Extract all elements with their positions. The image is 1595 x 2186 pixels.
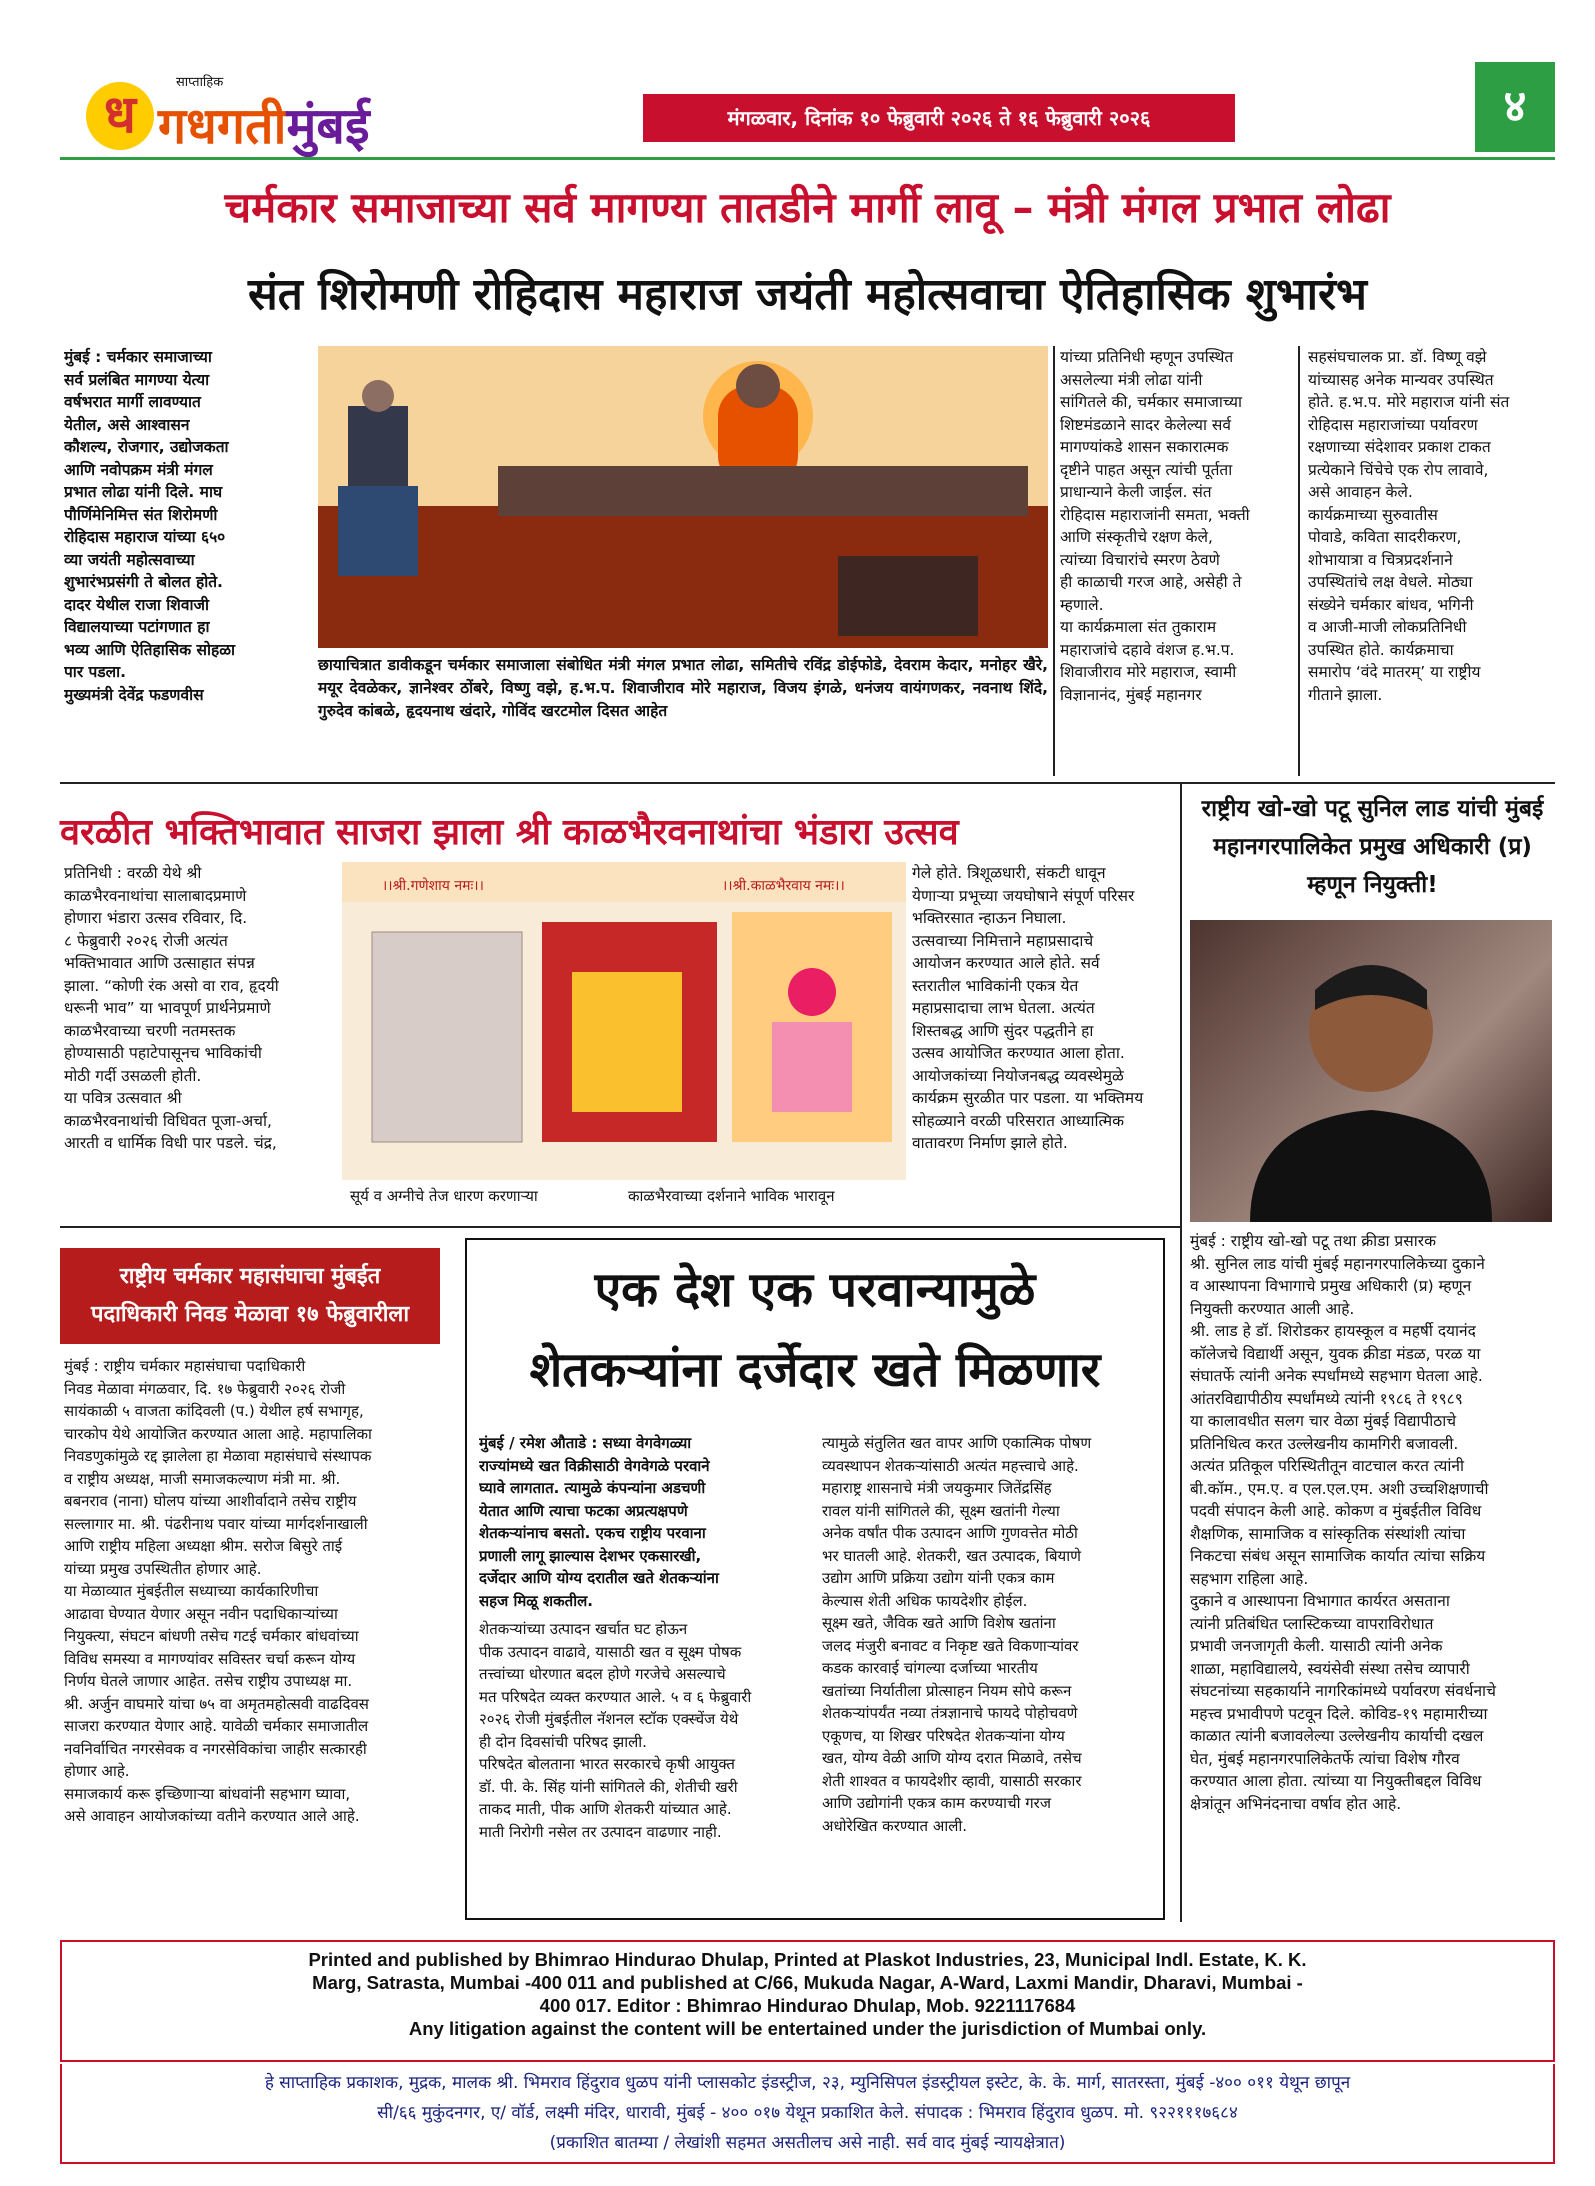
text-line: कौशल्य, रोजगार, उद्योजकता: [64, 438, 229, 456]
text-line: काळभैरवाच्या चरणी नतमस्तक: [64, 1021, 236, 1040]
imprint-line1: Printed and published by Bhimrao Hindurao Dhulap, Printed at Plaskot Industries, 23, Municipal Indl. Estate, K. K.: [308, 1949, 1307, 1970]
text-line: दर्जेदार आणि योग्य दरातील खते शेतकऱ्यांना: [479, 1569, 719, 1587]
text-line: ही काळाची गरज आहे, असेही ते: [1060, 573, 1242, 591]
text-line: संख्येने चर्मकार बांधव, भगिनी: [1308, 595, 1474, 614]
story2-col3: [912, 862, 1172, 1155]
text-line: आणि उद्योगांनी एकत्र काम करण्याची गरज: [822, 1794, 1051, 1812]
column-divider: [1298, 346, 1300, 776]
text-line: रोहिदास महाराज यांच्या ६५०: [64, 528, 226, 546]
portrait-photo: [1190, 920, 1552, 1222]
story2-caption-right: काळभैरवाच्या दर्शनाने भाविक भारावून: [628, 1187, 835, 1205]
imprint-line3: 400 017. Editor : Bhimrao Hindurao Dhulap, Mob. 9221117684: [539, 1995, 1076, 2016]
text-line: मुंबई : चर्मकार समाजाच्या: [64, 348, 212, 366]
text-line: अत्यंत प्रतिकूल परिस्थितीतून वाटचाल करत त्यांनी: [1190, 1457, 1464, 1475]
text-line: आणि राष्ट्रीय महिला अध्यक्षा श्रीम. सरोज बिसुरे ताई: [64, 1537, 343, 1555]
text-line: सांगितले की, चर्मकार समाजाच्या: [1060, 393, 1242, 411]
text-line: समाजकार्य करू इच्छिणाऱ्या बांधवांनी सहभाग घ्यावा,: [64, 1784, 351, 1803]
text-line: प्रतिनिधित्व करत उल्लेखनीय कामगिरी बजावली.: [1190, 1434, 1459, 1453]
text-line: रावल यांनी सांगितले की, सूक्ष्म खतांनी गेल्या: [822, 1501, 1060, 1520]
text-line: करण्यात आला होता. त्यांच्या या नियुक्तीबद्दल विविध: [1190, 1772, 1482, 1790]
text-line: परिषदेत बोलताना भारत सरकारचे कृषी आयुक्त: [479, 1755, 735, 1773]
text-line: रोहिदास महाराजांनी समता, भक्ती: [1060, 505, 1250, 524]
text-line: येतील, असे आश्वासन: [64, 415, 190, 434]
text-line: मत परिषदेत व्यक्त करण्यात आले. ५ व ६ फेब्रुवारी: [479, 1687, 752, 1706]
text-line: काळात त्यांनी बजावलेल्या उल्लेखनीय कार्याची दखल: [1190, 1727, 1484, 1745]
text-line: नियुक्त्या, संघटन बांधणी तसेच गटई चर्मकार बांधवांच्या: [64, 1627, 359, 1645]
text-line: दृष्टीने पाहत असून त्यांची पूर्तता: [1060, 460, 1233, 479]
text-line: वर्षभरात मार्गी लावण्यात: [64, 393, 201, 411]
story1-col1: [64, 346, 304, 706]
story1-col4: [1308, 346, 1555, 706]
text-line: समारोप ‘वंदे मातरम्’ या राष्ट्रीय: [1308, 663, 1481, 681]
text-line: महाराष्ट्र शासनाचे मंत्री जयकुमार जितेंद्रसिंह: [822, 1479, 1052, 1497]
text-line: मोठी गर्दी उसळली होती.: [64, 1066, 202, 1085]
text-line: होणारा भंडारा उत्सव रविवार, दि.: [64, 909, 248, 927]
text-line: पोवाडे, कविता सादरीकरण,: [1308, 528, 1462, 546]
text-line: भक्तिरसात न्हाऊन निघाला.: [912, 909, 1067, 927]
text-line: त्यामुळे संतुलित खत वापर आणि एकात्मिक पोषण: [822, 1434, 1092, 1452]
text-line: प्रभात लोढा यांनी दिले. माघ: [64, 483, 223, 501]
text-line: शिष्टमंडळाने सादर केलेल्या सर्व: [1060, 415, 1232, 434]
text-line: आंतरविद्यापीठीय स्पर्धांमध्ये त्यांनी १९८६ ते १९८९: [1190, 1389, 1463, 1408]
text-line: आयोजन करण्यात आले होते. सर्व: [912, 954, 1100, 972]
header-rule: [60, 157, 1555, 160]
imprint-marathi-line2: सी/६६ मुकुंदनगर, ए/ वॉर्ड, लक्ष्मी मंदिर, धारावी, मुंबई - ४०० ०१७ येथून प्रकाशित केले. संपादक : भिमराव हिंदुराव धुळप. मो. ९२२१११७६८४: [377, 2103, 1238, 2123]
text-line: नवनिर्वाचित नगरसेवक व नगरसेविकांचा जाहीर सत्कारही: [64, 1739, 367, 1758]
text-line: श्री. लाड हे डॉ. शिरोडकर हायस्कूल व महर्षी दयानंद: [1190, 1322, 1476, 1340]
text-line: कडक कारवाई चांगल्या दर्जाच्या भारतीय: [822, 1659, 1038, 1677]
text-line: राज्यांमध्ये खत विक्रीसाठी वेगवेगळे परवाने: [479, 1456, 710, 1475]
text-line: या कार्यक्रमाला संत तुकाराम: [1060, 618, 1217, 636]
text-line: मुंबई / रमेश औताडे : सध्या वेगवेगळ्या: [479, 1434, 692, 1452]
text-line: माती निरोगी नसेल तर उत्पादन वाढणार नाही.: [479, 1822, 722, 1841]
text-line: उद्योग आणि प्रक्रिया उद्योग यांनी एकत्र काम: [822, 1569, 1055, 1587]
text-line: शिवाजीराव मोरे महाराज, स्वामी: [1060, 663, 1237, 681]
text-line: घ्यावे लागतात. त्यामुळे कंपन्यांना अडचणी: [479, 1479, 706, 1497]
text-line: केल्यास शेती अधिक फायदेशीर होईल.: [822, 1591, 1028, 1610]
text-line: सहसंघचालक प्रा. डॉ. विष्णू वझे: [1308, 348, 1487, 366]
text-line: सहज मिळू शकतील.: [479, 1591, 593, 1610]
text-line: या पवित्र उत्सवात श्री: [64, 1089, 182, 1107]
text-line: पौर्णिमेनिमित्त संत शिरोमणी: [64, 505, 218, 524]
text-line: अधोरेखित करण्यात आली.: [822, 1816, 968, 1835]
masthead-logo: [86, 72, 546, 155]
text-line: या कालावधीत सलग चार वेळा मुंबई विद्यापीठाचे: [1190, 1412, 1457, 1430]
text-line: काळभैरवनाथांची विधिवत पूजा-अर्चा,: [64, 1111, 272, 1130]
text-line: तत्त्वांच्या धोरणात बदल होणे गरजेचे असल्याचे: [479, 1665, 726, 1683]
text-line: शिस्तबद्ध आणि सुंदर पद्धतीने हा: [912, 1021, 1094, 1040]
photo-banner-right: ।।श्री.काळभैरवाय नमः।।: [722, 878, 845, 894]
text-line: सायंकाळी ५ वाजता कांदिवली (प.) येथील हर्ष सभागृह,: [64, 1402, 364, 1420]
text-line: मुख्यमंत्री देवेंद्र फडणवीस: [64, 685, 204, 704]
text-line: कार्यक्रमाच्या सुरुवातीस: [1308, 505, 1438, 524]
text-line: व्यवस्थापन शेतकऱ्यांसाठी अत्यंत महत्त्वाचे आहे.: [822, 1456, 1079, 1475]
text-line: शुभारंभप्रसंगी ते बोलत होते.: [64, 573, 223, 591]
section-rule: [60, 782, 1555, 784]
text-line: शाळा, महाविद्यालये, स्वयंसेवी संस्था तसेच व्यापारी: [1190, 1659, 1470, 1678]
text-line: शेती शाश्वत व फायदेशीर व्हावी, यासाठी सरकार: [822, 1771, 1082, 1790]
text-line: दादर येथील राजा शिवाजी: [64, 595, 209, 614]
text-line: पीक उत्पादन वाढावे, यासाठी खत व सूक्ष्म पोषक: [479, 1642, 742, 1661]
text-line: दुकाने व आस्थापना विभागात कार्यरत असताना: [1190, 1592, 1450, 1610]
text-line: श्री. सुनिल लाड यांची मुंबई महानगरपालिकेच्या दुकाने: [1190, 1254, 1485, 1273]
text-line: प्रणाली लागू झाल्यास देशभर एकसारखी,: [479, 1546, 702, 1565]
newspaper-name-part1: गधगती: [158, 97, 287, 155]
text-line: यांच्या प्रतिनिधी म्हणून उपस्थित: [1060, 348, 1234, 366]
story1-headline: चर्मकार समाजाच्या सर्व मागण्या तातडीने मार्गी लावू – मंत्री मंगल प्रभात लोढा: [224, 183, 1391, 232]
text-line: नियुक्ती करण्यात आली आहे.: [1190, 1299, 1355, 1318]
text-line: विविध समस्या व मागण्यांवर सविस्तर चर्चा करून योग्य: [64, 1649, 356, 1668]
text-line: विद्यालयाच्या पटांगणात हा: [64, 618, 210, 636]
text-line: त्यांनी प्रतिबंधित प्लास्टिकच्या वापराविरोधात: [1190, 1614, 1434, 1633]
text-line: गीताने झाला.: [1308, 685, 1383, 704]
text-line: येतात आणि त्याचा फटका अप्रत्यक्षपणे: [479, 1501, 688, 1520]
text-line: चारकोप येथे आयोजित करण्यात आला आहे. महापालिका: [64, 1424, 372, 1443]
text-line: व आस्थापना विभागाचे प्रमुख अधिकारी (प्र) म्हणून: [1190, 1277, 1472, 1295]
text-line: या मेळाव्यात मुंबईतील सध्याच्या कार्यकारिणीचा: [64, 1582, 319, 1600]
text-line: संघातर्फे त्यांनी अनेक स्पर्धांमध्ये सहभाग घेतला आहे.: [1190, 1367, 1483, 1385]
story2-headline: वरळीत भक्तिभावात साजरा झाला श्री काळभैरवनाथांचा भंडारा उत्सव: [60, 812, 959, 853]
text-line: शेतकऱ्यांपर्यंत नव्या तंत्रज्ञानाचे फायदे पोहोचवणे: [822, 1704, 1078, 1722]
text-line: होणार आहे.: [64, 1762, 130, 1780]
text-line: उपस्थितांचे लक्ष वेधले. मोठ्या: [1308, 573, 1473, 591]
text-line: यांच्यासह अनेक मान्यवर उपस्थित: [1308, 370, 1494, 389]
text-line: उपस्थित होते. कार्यक्रमाचा: [1308, 640, 1454, 659]
text-line: निवडणुकांमुळे रद्द झालेला हा मेळावा महासंघाचे संस्थापक: [64, 1447, 372, 1465]
page-number: ४: [1475, 62, 1555, 152]
text-line: ताकद माती, पीक आणि शेतकरी यांच्यात आहे.: [479, 1800, 732, 1818]
imprint-marathi-line1: हे साप्ताहिक प्रकाशक, मुद्रक, मालक श्री. भिमराव हिंदुराव धुळप यांनी प्लासकोट इंडस्ट्रीज, २३, म्युनिसिपल इंडस्ट्रीयल इस्टेट, के. के. मार्ग, सातरस्ता, मुंबई -४०० ०११ येथून छापून: [264, 2073, 1351, 2093]
text-line: असे आवाहन आयोजकांच्या वतीने करण्यात आले आहे.: [64, 1807, 360, 1825]
story1-caption: छायाचित्रात डावीकडून चर्मकार समाजाला संबोधित मंत्री मंगल प्रभात लोढा, समितीचे रविंद्र डोईफोडे, देवराम केदार, मनोहर खैरे, मयूर देवळेकर, ज्ञानेश्वर ठोंबरे, विष्णु वझे, ह.भ.प. शिवाजीराव मोरे महाराज, विजय इंगळे, धनंजय वायंगणकर, नवनाथ शिंदे, गुरुदेव कांबळे, हृदयनाथ खंदारे, गोविंद खरटमोल दिसत आहेत: [318, 656, 1048, 720]
text-line: खत, योग्य वेळी आणि योग्य दरात मिळावे, तसेच: [822, 1749, 1082, 1767]
text-line: शैक्षणिक, सामाजिक व सांस्कृतिक संस्थांशी त्यांचा: [1190, 1524, 1466, 1543]
text-line: असे आवाहन केले.: [1308, 483, 1413, 501]
text-line: मुंबई : राष्ट्रीय चर्मकार महासंघाचा पदाधिकारी: [64, 1357, 306, 1375]
text-line: भक्तिभावात आणि उत्साहात संपन्न: [64, 954, 255, 972]
newspaper-name-part2: मुंबई: [286, 97, 370, 155]
story5-lead: [479, 1432, 809, 1612]
text-line: सूक्ष्म खते, जैविक खते आणि विशेष खतांना: [822, 1614, 1056, 1632]
text-line: कार्यक्रम सुरळीत पार पडला. या भक्तिमय: [912, 1089, 1144, 1107]
text-line: यांच्या प्रमुख उपस्थितीत होणार आहे.: [64, 1559, 262, 1578]
weekly-label: साप्ताहिक: [176, 75, 224, 90]
text-line: पार पडला.: [64, 663, 127, 681]
story5-col1: [479, 1618, 809, 1843]
text-line: झाला. “कोणी रंक असो वा राव, हृदयी: [64, 976, 279, 995]
story4-body: [64, 1355, 444, 1828]
story4-headline-line1: राष्ट्रीय चर्मकार महासंघाचा मुंबईत: [119, 1264, 381, 1289]
text-line: जलद मंजुरी बनावट व निकृष्ट खते विकणाऱ्यांवर: [822, 1636, 1079, 1655]
text-line: मागण्यांकडे शासन सकारात्मक: [1060, 438, 1229, 456]
text-line: प्रत्येकाने चिंचेचे एक रोप लावावे,: [1308, 460, 1489, 479]
text-line: शेतकऱ्यांच्या उत्पादन खर्चात घट होऊन: [479, 1620, 688, 1638]
text-line: व्या जयंती महोत्सवाच्या: [64, 550, 195, 569]
text-line: बबनराव (नाना) घोलप यांच्या आशीर्वादाने तसेच राष्ट्रीय: [64, 1492, 357, 1510]
date-bar: मंगळवार, दिनांक १० फेब्रुवारी २०२६ ते १६ फेब्रुवारी २०२६: [643, 94, 1235, 142]
text-line: सल्लागार मा. श्री. पंढरीनाथ पवार यांच्या मार्गदर्शनाखाली: [64, 1514, 368, 1533]
column-divider: [1053, 346, 1055, 776]
text-line: सोहळ्याने वरळी परिसरात आध्यात्मिक: [912, 1111, 1125, 1130]
text-line: पदवी संपादन केली आहे. कोकण व मुंबईतील विविध: [1190, 1502, 1482, 1520]
photo-banner-left: ।।श्री.गणेशाय नमः।।: [382, 878, 484, 894]
story1-col3: [1060, 346, 1292, 706]
text-line: रोहिदास महाराजांच्या पर्यावरण: [1308, 415, 1478, 434]
imprint-english: [60, 1940, 1555, 2062]
text-line: विज्ञानानंद, मुंबई महानगर: [1060, 685, 1202, 704]
text-line: महाप्रसादाचा लाभ घेतला. अत्यंत: [912, 999, 1095, 1017]
text-line: निकटचा संबंध असून सामाजिक कार्यात त्यांचा सक्रिय: [1190, 1547, 1486, 1565]
text-line: खतांच्या निर्यातीला प्रोत्साहन नियम सोपे करून: [822, 1681, 1072, 1700]
text-line: शोभायात्रा व चित्रप्रदर्शनाने: [1308, 550, 1453, 569]
text-line: आणि नवोपक्रम मंत्री मंगल: [64, 460, 213, 479]
text-line: महाराजांचे दहावे वंशज ह.भ.प.: [1060, 640, 1235, 659]
text-line: उत्सव आयोजित करण्यात आला होता.: [912, 1044, 1125, 1062]
text-line: एकूणच, या शिखर परिषदेत शेतकऱ्यांना योग्य: [822, 1726, 1065, 1745]
story2-photo: [342, 862, 906, 1180]
text-line: शेतकऱ्यांनाच बसतो. एकच राष्ट्रीय परवाना: [479, 1524, 706, 1542]
text-line: साजरा करण्यात येणार आहे. यावेळी चर्मकार समाजातील: [64, 1717, 369, 1735]
text-line: होण्यासाठी पहाटेपासूनच भाविकांची: [64, 1044, 262, 1062]
story2-col1: [64, 862, 336, 1155]
text-line: आरती व धार्मिक विधी पार पडले. चंद्र,: [64, 1134, 277, 1152]
logo-glyph: ध: [86, 82, 154, 150]
story2-caption-left: सूर्य व अग्नीचे तेज धारण करणाऱ्या: [350, 1187, 538, 1205]
imprint-line2: Marg, Satrasta, Mumbai -400 011 and published at C/66, Mukuda Nagar, A-Ward, Laxmi Mandir, Dharavi, Mumbai -: [312, 1972, 1303, 1993]
story5-headline-line1: एक देश एक परवान्यामुळे: [594, 1262, 1036, 1318]
section-rule: [60, 1226, 1180, 1228]
text-line: त्यांच्या विचारांचे स्मरण ठेवणे: [1060, 550, 1220, 569]
text-line: डॉ. पी. के. सिंह यांनी सांगितले की, शेतीची खरी: [479, 1777, 738, 1796]
story3-body: [1190, 1230, 1552, 1815]
text-line: निर्णय घेतले जाणार आहेत. तसेच राष्ट्रीय उपाध्यक्ष मा.: [64, 1672, 353, 1690]
text-line: असलेल्या मंत्री लोढा यांनी: [1060, 370, 1203, 389]
imprint-marathi-line3: (प्रकाशित बातम्या / लेखांशी सहमत असतीलच असे नाही. सर्व वाद मुंबई न्यायक्षेत्रात): [549, 2133, 1066, 2153]
text-line: संघटनांच्या सहकार्याने नागरिकांमध्ये पर्यावरण संवर्धनाचे: [1190, 1682, 1496, 1700]
story1-photo: [318, 346, 1048, 648]
story4-headline-line2: पदाधिकारी निवड मेळावा १७ फेब्रुवारीला: [90, 1302, 410, 1327]
text-line: महत्त्व प्रभावीपणे पटवून दिले. कोविड-१९ महामारीच्या: [1190, 1704, 1488, 1723]
text-line: व आजी-माजी लोकप्रतिनिधी: [1308, 618, 1467, 636]
text-line: आढावा घेण्यात येणार असून नवीन पदाधिकाऱ्यांच्या: [64, 1604, 338, 1623]
text-line: व राष्ट्रीय अध्यक्ष, माजी समाजकल्याण मंत्री मा. श्री.: [64, 1469, 341, 1488]
portrait-illustration: [1190, 920, 1552, 1222]
text-line: आणि संस्कृतीचे रक्षण केले,: [1060, 528, 1213, 546]
imprint-marathi: [60, 2064, 1555, 2164]
text-line: निवड मेळावा मंगळवार, दि. १७ फेब्रुवारी २०२६ रोजी: [64, 1379, 346, 1398]
text-line: अनेक वर्षांत पीक उत्पादन आणि गुणवत्तेत मोठी: [822, 1524, 1078, 1542]
text-line: आयोजकांच्या नियोजनबद्ध व्यवस्थेमुळे: [912, 1066, 1124, 1085]
text-line: भर घातली आहे. शेतकरी, खत उत्पादक, बियाणे: [822, 1546, 1081, 1565]
text-line: येणाऱ्या प्रभूच्या जयघोषाने संपूर्ण परिसर: [912, 886, 1135, 905]
story4-headline: [60, 1248, 440, 1344]
imprint-line4: Any litigation against the content will be entertained under the jurisdiction of Mumbai only.: [408, 2018, 1207, 2039]
text-line: वातावरण निर्माण झाले होते.: [912, 1134, 1068, 1152]
text-line: सर्व प्रलंबित मागण्या येत्या: [64, 370, 210, 389]
text-line: म्हणाले.: [1060, 595, 1104, 614]
text-line: घेत, मुंबई महानगरपालिकेतर्फे त्यांचा विशेष गौरव: [1190, 1749, 1460, 1768]
text-line: स्तरातील भाविकांनी एकत्र येत: [912, 976, 1079, 995]
text-line: ही दोन दिवसांची परिषद झाली.: [479, 1732, 647, 1751]
text-line: होते. ह.भ.प. मोरे महाराज यांनी संत: [1308, 393, 1510, 411]
story1-subheadline: संत शिरोमणी रोहिदास महाराज जयंती महोत्सवाचा ऐतिहासिक शुभारंभ: [248, 269, 1367, 320]
text-line: प्रतिनिधी : वरळी येथे श्री: [64, 864, 202, 882]
story5-headline-line2: शेतकऱ्यांना दर्जेदार खते मिळणार: [529, 1342, 1101, 1398]
text-line: मुंबई : राष्ट्रीय खो-खो पटू तथा क्रीडा प्रसारक: [1190, 1232, 1436, 1250]
story5-box: [465, 1238, 1165, 1920]
column-divider: [1180, 782, 1182, 1922]
text-line: भव्य आणि ऐतिहासिक सोहळा: [64, 640, 236, 659]
text-line: प्रभावी जनजागृती केली. यासाठी त्यांनी अनेक: [1190, 1637, 1443, 1655]
text-line: उत्सवाच्या निमित्ताने महाप्रसादाचे: [912, 931, 1094, 950]
text-line: २०२६ रोजी मुंबईतील नॅशनल स्टॉक एक्स्चेंज येथे: [479, 1710, 739, 1728]
text-line: प्राधान्याने केली जाईल. संत: [1060, 483, 1212, 501]
story3-headline: राष्ट्रीय खो-खो पटू सुनिल लाड यांची मुंबई महानगरपालिकेत प्रमुख अधिकारी (प्र) म्हणून नियुक्ती!: [1201, 796, 1544, 898]
text-line: बी.कॉम., एम.ए. व एल.एल.एम. अशी उच्चशिक्षणाची: [1190, 1479, 1489, 1498]
text-line: क्षेत्रांतून अभिनंदनाचा वर्षाव होत आहे.: [1190, 1794, 1402, 1813]
text-line: रक्षणाच्या संदेशावर प्रकाश टाकत: [1308, 438, 1491, 456]
text-line: श्री. अर्जुन वाघमारे यांचा ७५ वा अमृतमहोत्सवी वाढदिवस: [64, 1694, 369, 1713]
text-line: सहभाग राहिला आहे.: [1190, 1569, 1309, 1588]
text-line: धरूनी भाव” या भावपूर्ण प्रार्थनेप्रमाणे: [64, 999, 271, 1017]
text-line: काळभैरवनाथांचा सालाबादप्रमाणे: [64, 886, 247, 905]
temple-illustration: [342, 862, 906, 1180]
text-line: कॉलेजचे विद्यार्थी असून, युवक क्रीडा मंडळ, परळ या: [1190, 1344, 1481, 1363]
text-line: ८ फेब्रुवारी २०२६ रोजी अत्यंत: [64, 931, 228, 950]
text-line: गेले होते. त्रिशूळधारी, संकटी धावून: [912, 864, 1106, 882]
newspaper-name: [158, 90, 370, 158]
story5-col2: [822, 1432, 1157, 1837]
event-stage-illustration: [318, 346, 1048, 648]
